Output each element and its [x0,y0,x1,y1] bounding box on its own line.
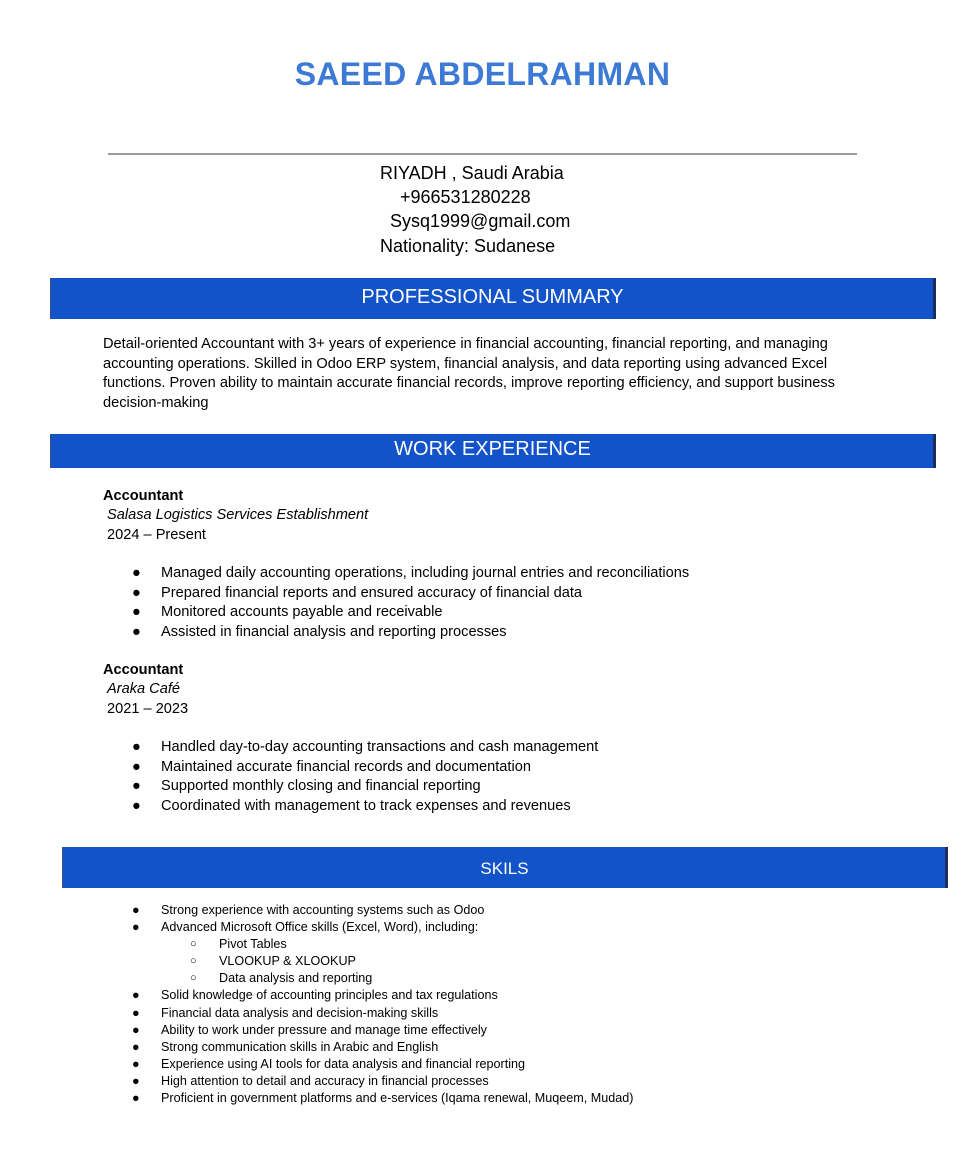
section-title-experience: WORK EXPERIENCE [394,438,591,460]
list-item-text: Monitored accounts payable and receivable [161,604,443,620]
list-item-text: Managed daily accounting operations, including journal entries and reconciliations [161,565,690,581]
list-item-text: Handled day-to-day accounting transactions and cash management [161,739,599,755]
list-item [132,603,689,623]
contact-email: Sysq1999@gmail.com [390,211,571,231]
job-company: Salasa Logistics Services Establishment [107,507,369,523]
contact-location: RIYADH , Saudi Arabia [380,163,564,183]
list-item-text: Prepared financial reports and ensured accuracy of financial data [161,584,583,601]
bullet-icon: ● [132,988,140,1003]
contact-nationality: Nationality: Sudanese [380,236,556,256]
list-item-text: Data analysis and reporting [219,971,373,986]
bullet-icon: ● [132,623,141,640]
job-title: Accountant [103,662,184,678]
list-item [132,758,598,778]
list-item [132,738,599,758]
list-item-text: Experience using AI tools for data analysis and financial reporting [161,1056,526,1071]
summary-paragraph [103,335,863,413]
list-item [132,584,689,604]
sub-list-item [161,970,633,987]
list-item [132,1022,633,1039]
section-header-experience [50,434,936,468]
bullet-icon: ● [132,778,141,794]
list-item-text: Strong communication skills in Arabic and English [161,1039,439,1054]
skills-sub-list [161,936,633,987]
list-item [132,987,633,1004]
sub-list-item [161,953,633,970]
list-item [132,623,689,643]
list-item-text: Proficient in government platforms and e-services (Iqama renewal, Muqeem, Mudad) [161,1091,634,1106]
job-bullet-list [132,738,599,816]
list-item [132,777,598,797]
list-item [132,1073,633,1090]
section-header-skills [62,847,948,888]
job-dates: 2021 – 2023 [107,701,189,717]
bullet-icon: ● [132,1091,140,1106]
list-item-text: Advanced Microsoft Office skills (Excel, Word), including: [161,920,479,935]
list-item [132,797,598,817]
list-item-text: Strong experience with accounting systems such as Odoo [161,903,485,917]
bullet-icon: ● [132,1073,140,1088]
list-item-text: Pivot Tables [219,937,287,952]
sub-list-item [161,936,633,953]
bullet-icon: ● [132,584,141,601]
list-item-text: Assisted in financial analysis and reporting processes [161,623,507,640]
list-item [132,1005,633,1022]
bullet-icon: ● [132,739,141,755]
list-item [132,919,633,987]
list-item [132,564,690,584]
list-item-text: Financial data analysis and decision-making skills [161,1005,439,1020]
sub-bullet-icon: ○ [190,955,197,968]
section-title-skills: SKILS [480,859,529,878]
header-divider [108,153,857,155]
section-header-summary [50,278,936,319]
list-item [132,902,633,919]
sub-bullet-icon: ○ [190,972,197,985]
list-item-text: Supported monthly closing and financial reporting [161,778,481,794]
list-item-text: Coordinated with management to track expenses and revenues [161,797,571,814]
bullet-icon: ● [132,797,141,814]
candidate-name: SAEED ABDELRAHMAN [294,56,671,92]
job-bullet-list [132,564,690,642]
list-item [132,1056,633,1073]
sub-bullet-icon: ○ [190,938,197,951]
bullet-icon: ● [132,1039,140,1054]
bullet-icon: ● [132,758,141,775]
bullet-icon: ● [132,1022,140,1037]
bullet-icon: ● [132,565,141,581]
summary-line: decision-making [103,394,209,411]
summary-line: accounting operations. Skilled in Odoo ERP system, financial analysis, and data reporting using advanced Excel [103,355,828,372]
list-item [132,1039,633,1056]
bullet-icon: ● [132,604,141,620]
bullet-icon: ● [132,1005,140,1020]
job-company: Araka Café [107,681,181,697]
list-item-text: Ability to work under pressure and manage time effectively [161,1022,487,1037]
list-item-text: High attention to detail and accuracy in financial processes [161,1073,489,1088]
list-item-text: VLOOKUP & XLOOKUP [219,954,356,969]
job-title: Accountant [103,488,184,504]
summary-line: Detail-oriented Accountant with 3+ years of experience in financial accounting, financial reporting, and managing [103,336,828,352]
job-dates: 2024 – Present [107,527,206,543]
bullet-icon: ● [132,920,140,935]
section-title-summary: PROFESSIONAL SUMMARY [361,286,624,308]
bullet-icon: ● [132,1056,140,1071]
summary-line: functions. Proven ability to maintain accurate financial records, improve reporting efficiency, and support business [103,375,835,391]
list-item [132,1090,634,1107]
bullet-icon: ● [132,903,140,917]
list-item-text: Maintained accurate financial records and documentation [161,758,531,775]
contact-phone: +966531280228 [400,187,531,207]
skills-list [132,902,634,1107]
list-item-text: Solid knowledge of accounting principles and tax regulations [161,988,498,1003]
